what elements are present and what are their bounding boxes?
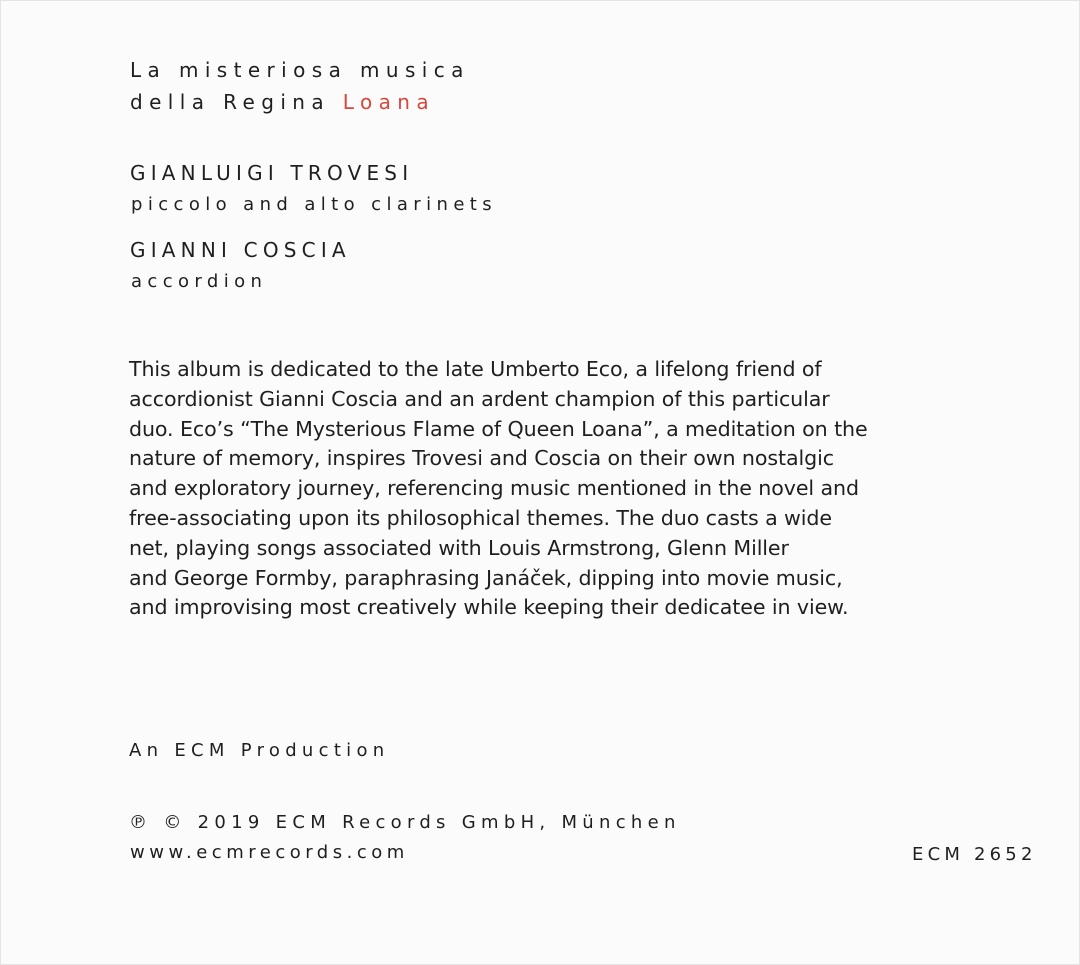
liner-line: accordionist Gianni Coscia and an ardent champion of this particular	[129, 386, 830, 411]
liner-line: free-associating upon its philosophical themes. The duo casts a wide	[129, 505, 832, 530]
liner-notes	[129, 355, 929, 623]
album-title-line-1: La misteriosa musica	[130, 58, 470, 82]
catalog-number: ECM 2652	[912, 844, 1037, 865]
liner-line: and exploratory journey, referencing music mentioned in the novel and	[129, 476, 859, 501]
liner-line: and George Formby, paraphrasing Janáček, dipping into movie music,	[129, 565, 843, 590]
album-title-line-2	[130, 90, 435, 114]
musician-instrument-trovesi: piccolo and alto clarinets	[131, 194, 498, 215]
album-title-accent: Loana	[342, 90, 435, 114]
liner-line: This album is dedicated to the late Umberto Eco, a lifelong friend of	[129, 357, 822, 381]
liner-line: and improvising most creatively while keeping their dedicatee in view.	[129, 595, 849, 620]
liner-line: nature of memory, inspires Trovesi and Coscia on their own nostalgic	[129, 446, 834, 471]
production-credit: An ECM Production	[129, 740, 390, 761]
musician-name-trovesi: GIANLUIGI TROVESI	[130, 161, 414, 185]
copyright-notice: ℗ © 2019 ECM Records GmbH, München	[129, 812, 681, 833]
liner-line: net, playing songs associated with Louis Armstrong, Glenn Miller	[129, 535, 789, 560]
album-title-prefix: della Regina	[130, 90, 331, 114]
musician-name-coscia: GIANNI COSCIA	[130, 238, 351, 262]
musician-instrument-coscia: accordion	[131, 271, 268, 292]
website-url: www.ecmrecords.com	[130, 842, 409, 863]
liner-line: duo. Eco’s “The Mysterious Flame of Queen Loana”, a meditation on the	[129, 416, 868, 441]
